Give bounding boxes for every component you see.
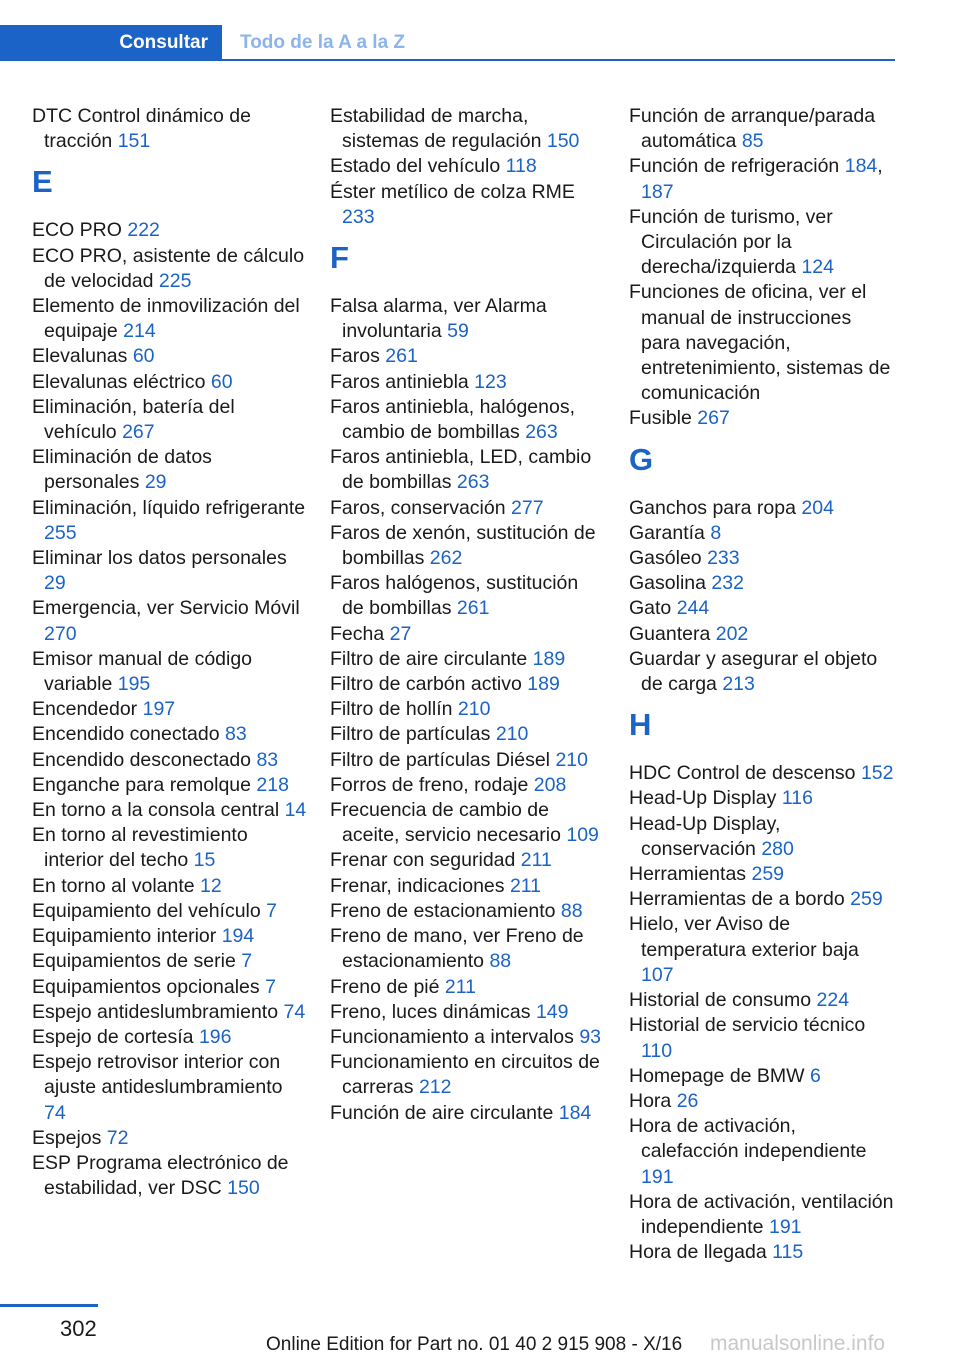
page-link[interactable]: 151 [117,130,151,153]
index-entry [629,912,894,988]
index-entry-text: Función de turismo, ver Circulación por la derecha/izquierda [629,205,833,279]
index-entry [330,773,605,798]
index-entry-text: Emergencia, ver Servicio Móvil [32,597,300,620]
page-link[interactable]: 12 [200,874,222,897]
index-entry [330,521,605,571]
index-entry-text: Filtro de aire circulante [330,647,528,670]
index-entry-text: ECO PRO [32,219,122,242]
index-entry-text: Hielo, ver Aviso de temperatura exterior baja [629,913,859,961]
page-link[interactable]: 210 [555,748,588,771]
page-link[interactable]: 244 [676,597,710,620]
section-letter: F [330,240,349,276]
page-link[interactable]: 197 [142,698,176,721]
index-entry-text: Freno de estacionamiento [330,899,556,922]
page-link[interactable]: 109 [566,824,599,847]
page-link[interactable]: 270 [44,622,77,645]
index-entry-text: Head-Up Display, conservación [629,812,781,860]
index-entry [32,773,307,798]
index-entry [629,761,894,786]
page-link[interactable]: 204 [801,496,834,519]
page-link[interactable]: 26 [676,1089,699,1112]
index-entry [629,812,894,862]
page-link[interactable]: 149 [535,1000,569,1023]
page-link[interactable]: 210 [495,723,529,746]
index-entry-text: Funciones de oficina, ver el manual de instrucciones para navegación, entretenimiento, sistemas de comunicación [629,281,891,405]
page-link[interactable]: 7 [265,975,276,998]
index-entry [330,180,605,230]
index-entry [629,546,894,571]
page-link[interactable]: 115 [772,1241,804,1264]
index-entry-text: Herramientas [629,863,747,886]
page-link[interactable]: 187 [641,180,674,203]
index-entry [629,596,894,621]
index-entry-text: Faros antiniebla, LED, cambio de bombillas [330,446,592,494]
index-column-1 [32,104,307,1201]
index-entry [32,244,307,294]
index-entry-text: ESP Programa electrónico de estabilidad, ver DSC [32,1151,289,1200]
page-link[interactable]: 83 [256,748,279,771]
index-entry-text: DTC Control dinámico de tracción [32,105,251,153]
index-entry [629,571,894,596]
page-link[interactable]: 150 [546,130,580,153]
page-link[interactable]: 7 [241,950,253,973]
index-entry-text: Filtro de hollín [330,698,453,721]
index-entry-text: Garantía [629,521,705,544]
index-entry [32,546,307,596]
index-entry [629,406,894,431]
index-entry-text: Estado del vehículo [330,155,501,178]
tab-consultar-label: Consultar [119,32,208,53]
page-link[interactable]: 15 [193,849,216,872]
page-link[interactable]: 152 [860,762,894,785]
index-entry [629,1240,894,1265]
index-entry [32,823,307,873]
index-entry [629,1190,894,1240]
index-entry [330,924,605,974]
page-link[interactable]: 88 [560,899,583,922]
index-entry [32,975,307,1000]
index-entry [330,1101,605,1126]
index-entry [629,1114,894,1190]
index-entry [629,988,894,1013]
index-entry [629,1064,894,1089]
index-entry-text: Falsa alarma, ver Alarma involuntaria [330,295,547,343]
index-entry [330,722,605,747]
page-link[interactable]: 7 [266,899,278,922]
page-link[interactable]: 60 [210,370,233,393]
page-link[interactable]: 214 [123,320,156,343]
section-letter: E [32,164,53,200]
page-link[interactable]: 212 [418,1076,452,1099]
index-entry-text: En torno a la consola central [32,799,280,822]
index-entry [32,496,307,546]
page-link[interactable]: 194 [221,925,255,948]
index-entry-text: Historial de consumo [629,989,812,1012]
index-entry-text: Encendido conectado [32,723,220,746]
index-entry-text: Gasolina [629,572,706,595]
page-link[interactable]: 110 [641,1039,673,1062]
index-entry-text: Encendedor [32,698,138,721]
index-entry: Función de refrigeración 184, 187 [629,155,883,203]
index-entry-text: Encendido desconectado [32,748,252,771]
index-entry [629,622,894,647]
page-link[interactable]: 277 [511,496,544,519]
page-link[interactable]: 263 [525,421,558,444]
index-entry-text: Éster metílico de colza RME [330,180,575,203]
index-entry-text: HDC Control de descenso [629,762,856,785]
index-entry-text: Función de arranque/parada automática [629,105,876,153]
page-link[interactable]: 8 [710,521,722,544]
page-link[interactable]: 259 [850,888,883,911]
index-entry [330,344,605,369]
index-entry-text: Estabilidad de marcha, sistemas de regulación [330,105,542,153]
page-link[interactable]: 189 [532,647,566,670]
page-link[interactable]: 118 [505,155,537,178]
index-entry [32,949,307,974]
page-link[interactable]: 233 [707,547,740,570]
tab-consultar[interactable] [0,25,222,61]
page-link[interactable]: 107 [641,963,674,986]
page-link[interactable]: 29 [44,572,66,595]
index-entry-text: Filtro de partículas [330,723,491,746]
index-entry-text: Faros, conservación [330,496,506,519]
index-entry-text: Hora de activación, ventilación independiente [629,1190,894,1238]
index-entry [629,647,894,697]
page-link[interactable]: 261 [385,345,418,368]
index-entry [32,1050,307,1126]
index-entry-text: Espejo antideslumbramiento [32,1000,279,1023]
page-link[interactable]: 213 [722,673,755,696]
page-link[interactable]: 255 [44,521,77,544]
index-entry-text: Fecha [330,622,385,645]
index-entry [32,748,307,773]
index-entry-text: Head-Up Display [629,787,777,810]
index-entry [32,218,307,243]
index-entry [330,874,605,899]
page-link[interactable]: 191 [768,1215,802,1238]
index-entry [32,596,307,646]
index-entry [32,104,307,154]
page-number-bar [0,1304,98,1307]
page-link[interactable]: 85 [741,130,764,153]
index-entry-text: Faros de xenón, sustitución de bombillas [330,521,596,570]
page-link[interactable]: 218 [256,773,289,796]
index-entry-text: Frenar con seguridad [330,849,516,872]
index-entry-text: Filtro de carbón activo [330,673,522,696]
page-link[interactable]: 74 [283,1000,306,1023]
page-link[interactable]: 225 [158,269,192,292]
index-entry [330,697,605,722]
index-entry-text: Historial de servicio técnico [629,1014,866,1037]
index-entry [330,571,605,621]
page-link[interactable]: 59 [447,320,469,343]
index-entry-text: Frenar, indicaciones [330,874,505,897]
index-entry [32,874,307,899]
index-entry [32,647,307,697]
index-entry-text: Freno de pié [330,975,440,998]
index-entry-text: Hora [629,1089,672,1112]
index-entry-text: Faros antiniebla, halógenos, cambio de bombillas [330,395,575,444]
index-entry-text: Guardar y asegurar el objeto de carga [629,647,878,696]
page-link[interactable]: 60 [132,345,155,368]
index-entry-text: ECO PRO, asistente de cálculo de velocidad [32,244,305,292]
index-entry [330,848,605,873]
page-link[interactable]: 211 [509,874,542,897]
index-entry [629,862,894,887]
page-link[interactable]: 211 [520,849,552,872]
index-entry-text: Gasóleo [629,547,702,570]
page-link[interactable]: 210 [457,698,491,721]
page-link[interactable]: 262 [429,547,463,570]
index-entry-text: Fusible [629,407,692,430]
index-entry [32,1000,307,1025]
index-entry [629,280,894,406]
page-link[interactable]: 232 [711,572,744,595]
index-entry [629,521,894,546]
index-entry-text: Eliminar los datos personales [32,547,287,570]
index-entry-text: Elevalunas eléctrico [32,370,206,393]
index-entry [629,1089,894,1114]
page-link[interactable]: 259 [751,863,785,886]
index-entry [330,294,605,344]
page-link[interactable]: 124 [801,256,834,279]
index-entry-text: Enganche para remolque [32,773,251,796]
page-link[interactable]: 267 [697,407,730,430]
index-entry [330,975,605,1000]
index-entry-text: Freno, luces dinámicas [330,1000,531,1023]
index-entry-text: Emisor manual de código variable [32,647,253,696]
index-entry [629,205,894,281]
page-link[interactable]: 263 [456,471,490,494]
page-link[interactable]: 184 [558,1101,592,1124]
tab-todo-a-z[interactable] [240,25,405,61]
index-entry [330,622,605,647]
index-column-3 [629,104,894,1265]
index-entry [629,1013,894,1063]
index-entry [32,798,307,823]
index-entry-text: Guantera [629,622,711,645]
index-entry [330,395,605,445]
index-entry-text: En torno al volante [32,874,195,897]
index-entry [32,1151,307,1201]
header-divider [222,59,895,61]
tab-todo-a-z-label: Todo de la A a la Z [240,32,406,53]
index-entry [330,899,605,924]
page-link[interactable]: 189 [527,673,560,696]
index-entry [629,786,894,811]
page-link[interactable]: 6 [810,1064,821,1087]
index-entry-text: Filtro de partículas Diésel [330,748,551,771]
index-entry-text: Eliminación de datos personales [32,446,212,494]
index-entry [629,887,894,912]
index-entry-text: Funcionamiento a intervalos [330,1025,574,1048]
page-link[interactable]: 14 [284,799,307,822]
index-entry-text: Espejo de cortesía [32,1025,194,1048]
page-link[interactable]: 261 [456,597,490,620]
index-entry-text: Equipamientos opcionales [32,975,260,998]
page-link[interactable]: 202 [715,622,749,645]
index-entry [32,344,307,369]
index-entry [330,104,605,154]
page-link[interactable]: 123 [474,370,507,393]
index-entry-text: En torno al revestimiento interior del techo [32,824,248,872]
index-entry [330,496,605,521]
index-entry-text: Herramientas de a bordo [629,888,845,911]
page-link[interactable]: 233 [342,205,375,228]
index-entry-text: Elevalunas [32,345,128,368]
index-entry [32,899,307,924]
index-entry [330,672,605,697]
watermark: manualsonline.info [710,1332,886,1355]
index-entry-text: Hora de activación, calefacción independiente [629,1115,867,1163]
index-entry-text: Faros halógenos, sustitución de bombillas [330,572,579,620]
index-entry-text: Equipamientos de serie [32,950,236,973]
index-entry [629,496,894,521]
index-entry [32,370,307,395]
page-link[interactable]: 93 [579,1025,602,1048]
index-entry [32,395,307,445]
index-entry [330,647,605,672]
section-letter: H [629,707,652,743]
page-link[interactable]: 27 [389,622,412,645]
index-entry [32,722,307,747]
page-link[interactable]: 208 [533,773,567,796]
index-entry [330,154,605,179]
page-link[interactable]: 267 [122,421,155,444]
index-entry-text: Elemento de inmovilización del equipaje [32,295,300,343]
index-entry [330,1025,605,1050]
page-link[interactable]: 74 [44,1101,66,1124]
page-link[interactable]: 29 [144,471,167,494]
index-entry-text: Eliminación, líquido refrigerante [32,496,306,519]
page-link[interactable]: 88 [489,950,512,973]
index-entry [330,445,605,495]
index-entry [32,294,307,344]
page-link[interactable]: 280 [761,837,794,860]
index-entry [330,798,605,848]
page-link[interactable]: 72 [106,1126,129,1149]
page-link[interactable]: 184 [844,155,878,178]
page-link[interactable]: 195 [117,673,151,696]
index-entry-text: Equipamiento interior [32,925,217,948]
index-entry-text: Equipamiento del vehículo [32,899,261,922]
index-entry-text: Gato [629,597,672,620]
index-entry-text: Homepage de BMW [629,1064,805,1087]
page-link[interactable]: 116 [781,787,813,810]
index-entry-text: Funcionamiento en circuitos de carreras [330,1051,600,1099]
page-link[interactable]: 150 [227,1177,260,1200]
index-entry-text: Espejo retrovisor interior con ajuste antideslumbramiento [32,1051,283,1099]
index-entry-text: Ganchos para ropa [629,496,796,519]
page-link[interactable]: 222 [127,219,160,242]
index-entry-text: Función de refrigeración [629,155,840,178]
index-entry-text: Espejos [32,1126,102,1149]
index-entry [32,1126,307,1151]
index-entry-text: Freno de mano, ver Freno de estacionamiento [330,925,584,973]
index-entry-text: Frecuencia de cambio de aceite, servicio necesario [330,799,561,847]
edition-footer: Online Edition for Part no. 01 40 2 915 908 - X/16 [266,1334,683,1355]
index-entry-text: Eliminación, batería del vehículo [32,395,235,444]
header-bar [0,0,895,62]
page-link[interactable]: 196 [198,1025,232,1048]
index-entry [629,104,894,154]
index-entry-text: Faros [330,345,380,368]
index-entry-text: Función de aire circulante [330,1101,554,1124]
index-entry-text: Hora de llegada [629,1241,767,1264]
index-entry [32,1025,307,1050]
index-entry [330,1050,605,1100]
index-entry [330,370,605,395]
page-link[interactable]: 191 [641,1165,674,1188]
page-link[interactable]: 211 [444,975,477,998]
page-link[interactable]: 83 [225,723,247,746]
page-number: 302 [60,1316,97,1341]
page-link[interactable]: 224 [816,989,850,1012]
index-entry-text: Faros antiniebla [330,370,469,393]
index-entry [32,697,307,722]
index-entry [32,445,307,495]
index-column-2 [330,104,605,1126]
section-letter: G [629,441,654,477]
index-entry-text: Forros de freno, rodaje [330,773,529,796]
index-entry [32,924,307,949]
index-entry [330,1000,605,1025]
index-entry [330,748,605,773]
